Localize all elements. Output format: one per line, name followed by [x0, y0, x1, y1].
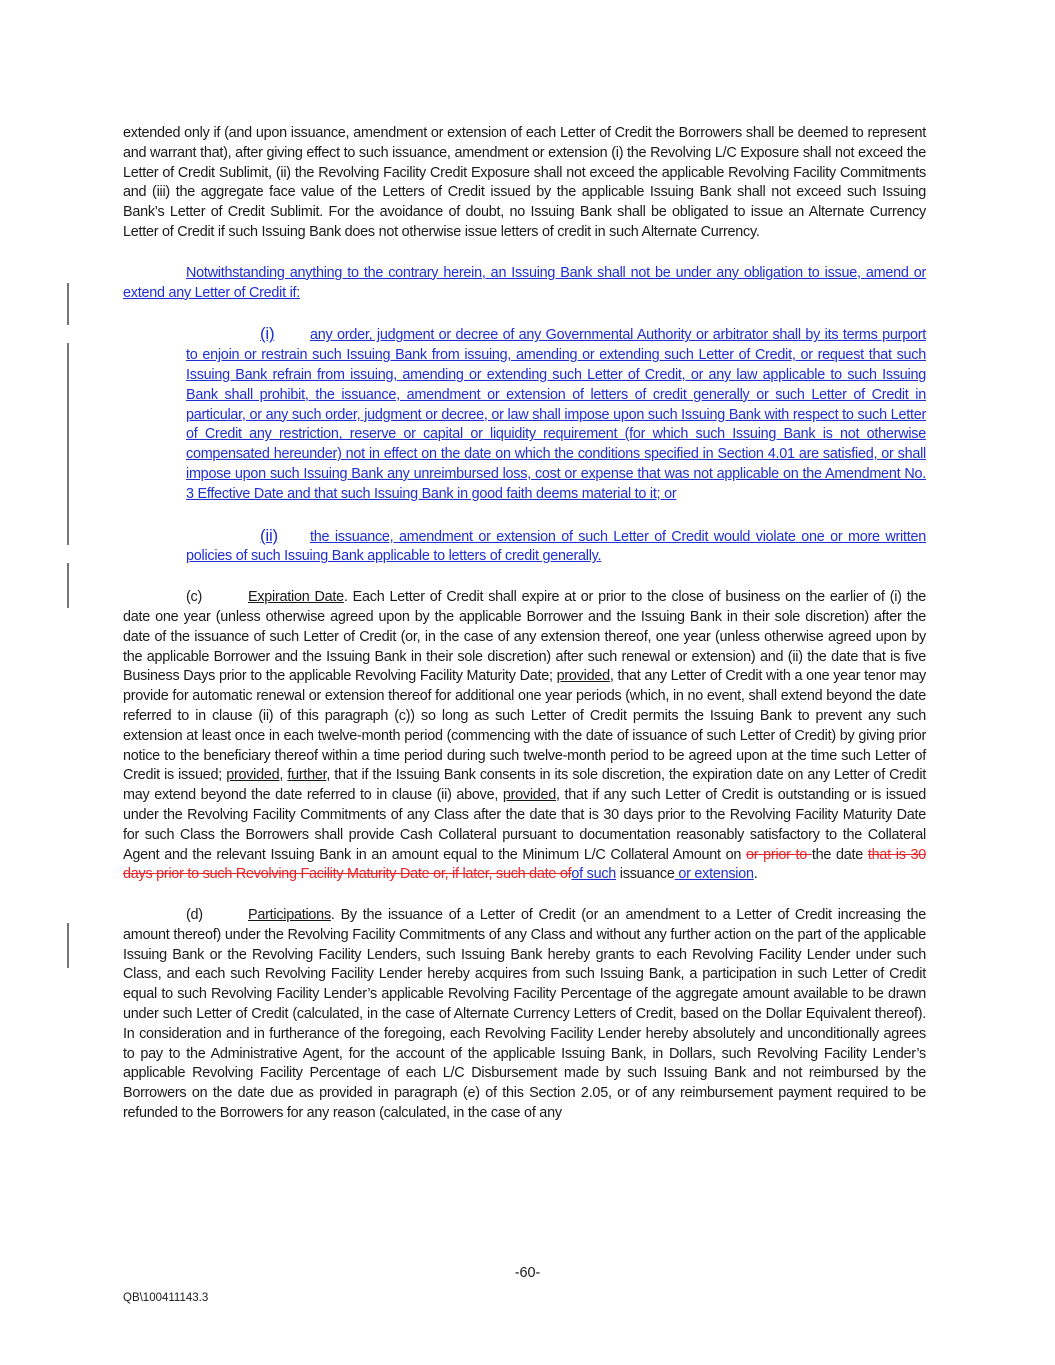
- change-bar: [67, 283, 69, 325]
- deleted-text: that is 30 days prior to such Revolving Facility Maturity Date or, if later, such date of: [123, 846, 926, 883]
- provided-term: provided: [502, 787, 557, 804]
- page-number: -60-: [514, 1265, 541, 1281]
- inserted-text: Notwithstanding anything to the contrary herein, an Issuing Bank shall not be under any obligation to issue, amend or extend any Letter of Credit if:: [123, 264, 926, 301]
- paragraph-notwithstanding: [123, 264, 926, 304]
- change-bar: [67, 343, 69, 545]
- body-text: the date: [811, 846, 868, 863]
- inserted-text: or extension: [674, 866, 754, 883]
- paragraph-intro: extended only if (and upon issuance, amendment or extension of each Letter of Credit the Borrowers shall be deemed to represent and warrant that), after giving effect to such issuance, amendment or extension (i) the Revolving L/C Exposure shall not exceed the Letter of Credit Sublimit, (ii) the Revolving Facility Credit Exposure shall not exceed the applicable Revolving Facility Commitments and (iii) the aggregate face value of the Letters of Credit issued by the applicable Issuing Bank shall not exceed such Issuing Bank’s Letter of Credit Sublimit. For the avoidance of doubt, no Issuing Bank shall be obligated to issue an Alternate Currency Letter of Credit if such Issuing Bank does not otherwise issue letters of credit in such Alternate Currency.: [123, 125, 926, 240]
- section-c-paragraph: [123, 588, 926, 885]
- inserted-text: any order, judgment or decree of any Governmental Authority or arbitrator shall by its terms purport to enjoin or restrain such Issuing Bank from issuing, amending or extending such Letter of Credit, or request that such Issuing Bank refrain from issuing, amending or extending such Letter of Credit, or any law applicable to such Issuing Bank shall prohibit, the issuance, amendment or extension of letters of credit generally or such Letter of Credit in particular, or any such order, judgment or decree, or law shall impose upon such Issuing Bank with respect to such Letter of Credit any restriction, reserve or capital or liquidity requirement (for which such Issuing Bank is not otherwise compensated hereunder) not in effect on the date on which the conditions specified in Section 4.01 are satisfied, or shall impose upon such Issuing Bank any unreimbursed loss, cost or expense that was not applicable on the Amendment No. 3 Effective Date and that such Issuing Bank in good faith deems material to it; or: [186, 327, 926, 502]
- document-body: [123, 124, 926, 1145]
- body-text: . Each Letter of Credit shall expire at or prior to the close of business on the earlier of (i) the date one year (unless otherwise agreed upon by the applicable Borrower and the Issuing Bank in their sole discretion) after the date of the issuance of such Letter of Credit (or, in the case of any extension thereof, one year (unless otherwise agreed upon by the applicable Borrower and the Issuing Bank in their sole discretion) after such renewal or extension) and (ii) the date that is five Business Days prior to the applicable Revolving Facility Maturity Date;: [123, 589, 926, 685]
- further-term: further: [287, 767, 327, 784]
- body-text: , that if the Issuing Bank consents in its sole discretion, the expiration date on any Letter of Credit may extend beyond the date referred to in clause (ii) above,: [123, 767, 927, 804]
- deleted-text: or prior to: [746, 846, 812, 863]
- section-d-paragraph: [123, 906, 926, 1124]
- body-text: , that if any such Letter of Credit is outstanding or is issued under the Revolving Facility Commitments of any Class after the date that is 30 days prior to the Revolving Facility Maturity Date for such Class the Borrowers shall provide Cash Collateral pursuant to documentation reasonably satisfactory to the Collateral Agent and the relevant Issuing Bank in an amount equal to the Minimum L/C Collateral Amount on: [123, 787, 926, 863]
- provided-term: provided: [556, 668, 610, 685]
- inserted-text: of such: [571, 866, 617, 883]
- section-heading: Participations: [248, 907, 331, 924]
- item-number: (ii): [260, 525, 278, 545]
- section-label: (c): [186, 589, 203, 606]
- document-id: QB\100411143.3: [123, 1292, 209, 1304]
- change-bar: [67, 563, 69, 608]
- body-text: , that any Letter of Credit with a one year tenor may provide for automatic renewal or extension thereof for additional one year periods (which, in no event, shall extend beyond the date referred to in clause (ii) of this paragraph (c)) so long as such Letter of Credit permits the Issuing Bank to prevent any such extension at least once in each twelve-month period (commencing with the date of issuance of such Letter of Credit) by giving prior notice to the beneficiary thereof within a time period during such twelve-month period to be agreed upon at the time such Letter of Credit is issued;: [123, 668, 926, 784]
- body-text: . By the issuance of a Letter of Credit (or an amendment to a Letter of Credit increasing the amount thereof) under the Revolving Facility Commitments of any Class and without any further action on the part of the applicable Issuing Bank or the Revolving Facility Lenders, such Issuing Bank hereby grants to each Revolving Facility Lender under such Class, and each such Revolving Facility Lender hereby acquires from such Issuing Bank, a participation in such Letter of Credit equal to such Revolving Facility Lender’s applicable Revolving Facility Percentage of the aggregate amount available to be drawn under such Letter of Credit (calculated, in the case of Alternate Currency Letters of Credit, based on the Dollar Equivalent thereof). In consideration and in furtherance of the foregoing, each Revolving Facility Lender hereby absolutely and unconditionally agrees to pay to the Administrative Agent, for the account of the applicable Issuing Bank, in Dollars, such Revolving Facility Lender’s applicable Revolving Facility Percentage of each L/C Disbursement made by such Issuing Bank and not reimbursed by the Borrowers on the date due as provided in paragraph (e) of this Section 2.05, or of any reimbursement payment required to be refunded to the Borrowers for any reason (calculated, in the case of any: [123, 907, 926, 1122]
- inserted-text: the issuance, amendment or extension of such Letter of Credit would violate one or more written policies of such Issuing Bank applicable to letters of credit generally.: [186, 528, 926, 565]
- body-text: ,: [279, 767, 288, 784]
- change-bar: [67, 923, 69, 968]
- provided-term: provided: [226, 767, 280, 784]
- list-item-i: [186, 324, 926, 504]
- body-text: .: [753, 866, 758, 883]
- item-number: (i): [260, 324, 275, 344]
- body-text: issuance: [616, 866, 675, 883]
- list-item-ii: [186, 526, 926, 568]
- section-heading: Expiration Date: [248, 589, 344, 606]
- section-label: (d): [186, 907, 203, 924]
